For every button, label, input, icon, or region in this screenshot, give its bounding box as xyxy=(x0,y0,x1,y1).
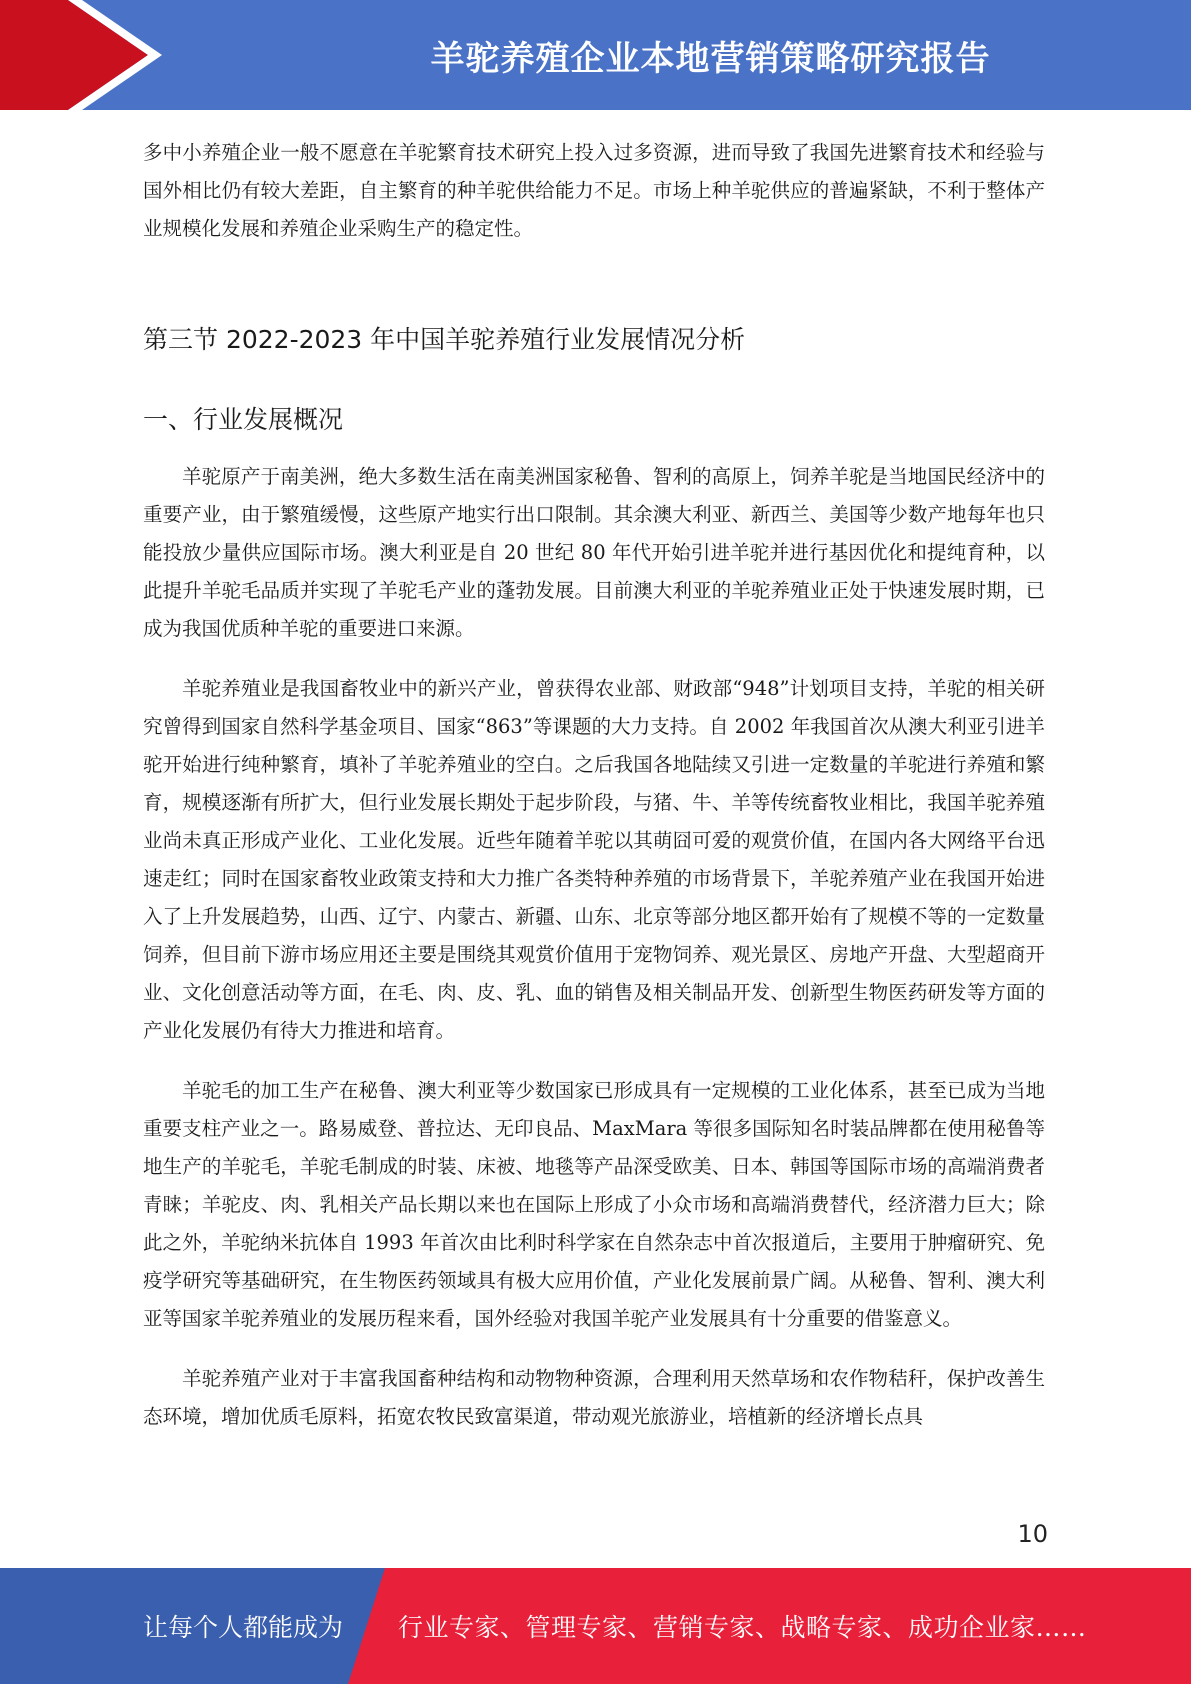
footer-slogan-right: 行业专家、管理专家、营销专家、战略专家、成功企业家…… xyxy=(398,1613,1087,1642)
report-title: 羊驼养殖企业本地营销策略研究报告 xyxy=(430,38,991,79)
body-paragraph: 羊驼养殖产业对于丰富我国畜种结构和动物物种资源，合理利用天然草场和农作物秸秆，保护改善生态环境，增加优质毛原料，拓宽农牧民致富渠道，带动观光旅游业，培植新的经济增长点具 xyxy=(143,1367,1045,1428)
page-number: 10 xyxy=(1017,1520,1048,1548)
page-footer xyxy=(0,1568,1191,1684)
footer-slogan-left: 让每个人都能成为 xyxy=(143,1613,344,1642)
body-paragraph: 羊驼毛的加工生产在秘鲁、澳大利亚等少数国家已形成具有一定规模的工业化体系，甚至已成为当地重要支柱产业之一。路易威登、普拉达、无印良品、MaxMara 等很多国际知名时装品牌都在使用秘鲁等地生产的羊驼毛，羊驼毛制成的时装、床被、地毯等产品深受欧美、日本、韩国等国际市场的高端消费者青睐；羊驼皮、肉、乳相关产品长期以来也在国际上形成了小众市场和高端消费替代，经济潜力巨大；除此之外，羊驼纳米抗体自 1993 年首次由比利时科学家在自然杂志中首次报道后，主要用于肿瘤研究、免疫学研究等基础研究，在生物医药领域具有极大应用价值，产业化发展前景广阔。从秘鲁、智利、澳大利亚等国家羊驼养殖业的发展历程来看，国外经验对我国羊驼产业发展具有十分重要的借鉴意义。 xyxy=(143,1079,1045,1330)
page-header xyxy=(0,0,1191,110)
subsection-title: 一、行业发展概况 xyxy=(143,405,344,434)
body-paragraph: 羊驼原产于南美洲，绝大多数生活在南美洲国家秘鲁、智利的高原上，饲养羊驼是当地国民经济中的重要产业，由于繁殖缓慢，这些原产地实行出口限制。其余澳大利亚、新西兰、美国等少数产地每年也只能投放少量供应国际市场。澳大利亚是自 20 世纪 80 年代开始引进羊驼并进行基因优化和提纯育种，以此提升羊驼毛品质并实现了羊驼毛产业的蓬勃发展。目前澳大利亚的羊驼养殖业正处于快速发展时期，已成为我国优质种羊驼的重要进口来源。 xyxy=(143,465,1045,640)
section-title: 第三节 2022-2023 年中国羊驼养殖行业发展情况分析 xyxy=(143,325,746,354)
intro-paragraph: 多中小养殖企业一般不愿意在羊驼繁育技术研究上投入过多资源，进而导致了我国先进繁育技术和经验与国外相比仍有较大差距，自主繁育的种羊驼供给能力不足。市场上种羊驼供应的普遍紧缺，不利于整体产业规模化发展和养殖企业采购生产的稳定性。 xyxy=(143,141,1045,240)
body-paragraph: 羊驼养殖业是我国畜牧业中的新兴产业，曾获得农业部、财政部“948”计划项目支持，羊驼的相关研究曾得到国家自然科学基金项目、国家“863”等课题的大力支持。自 2002 年我国首次从澳大利亚引进羊驼开始进行纯种繁育，填补了羊驼养殖业的空白。之后我国各地陆续又引进一定数量的羊驼进行养殖和繁育，规模逐渐有所扩大，但行业发展长期处于起步阶段，与猪、牛、羊等传统畜牧业相比，我国羊驼养殖业尚未真正形成产业化、工业化发展。近些年随着羊驼以其萌囧可爱的观赏价值，在国内各大网络平台迅速走红；同时在国家畜牧业政策支持和大力推广各类特种养殖的市场背景下，羊驼养殖产业在我国开始进入了上升发展趋势，山西、辽宁、内蒙古、新疆、山东、北京等部分地区都开始有了规模不等的一定数量饲养，但目前下游市场应用还主要是围绕其观赏价值用于宠物饲养、观光景区、房地产开盘、大型超商开业、文化创意活动等方面，在毛、肉、皮、乳、血的销售及相关制品开发、创新型生物医药研发等方面的产业化发展仍有待大力推进和培育。 xyxy=(143,677,1045,1042)
main-content xyxy=(143,134,1045,1436)
